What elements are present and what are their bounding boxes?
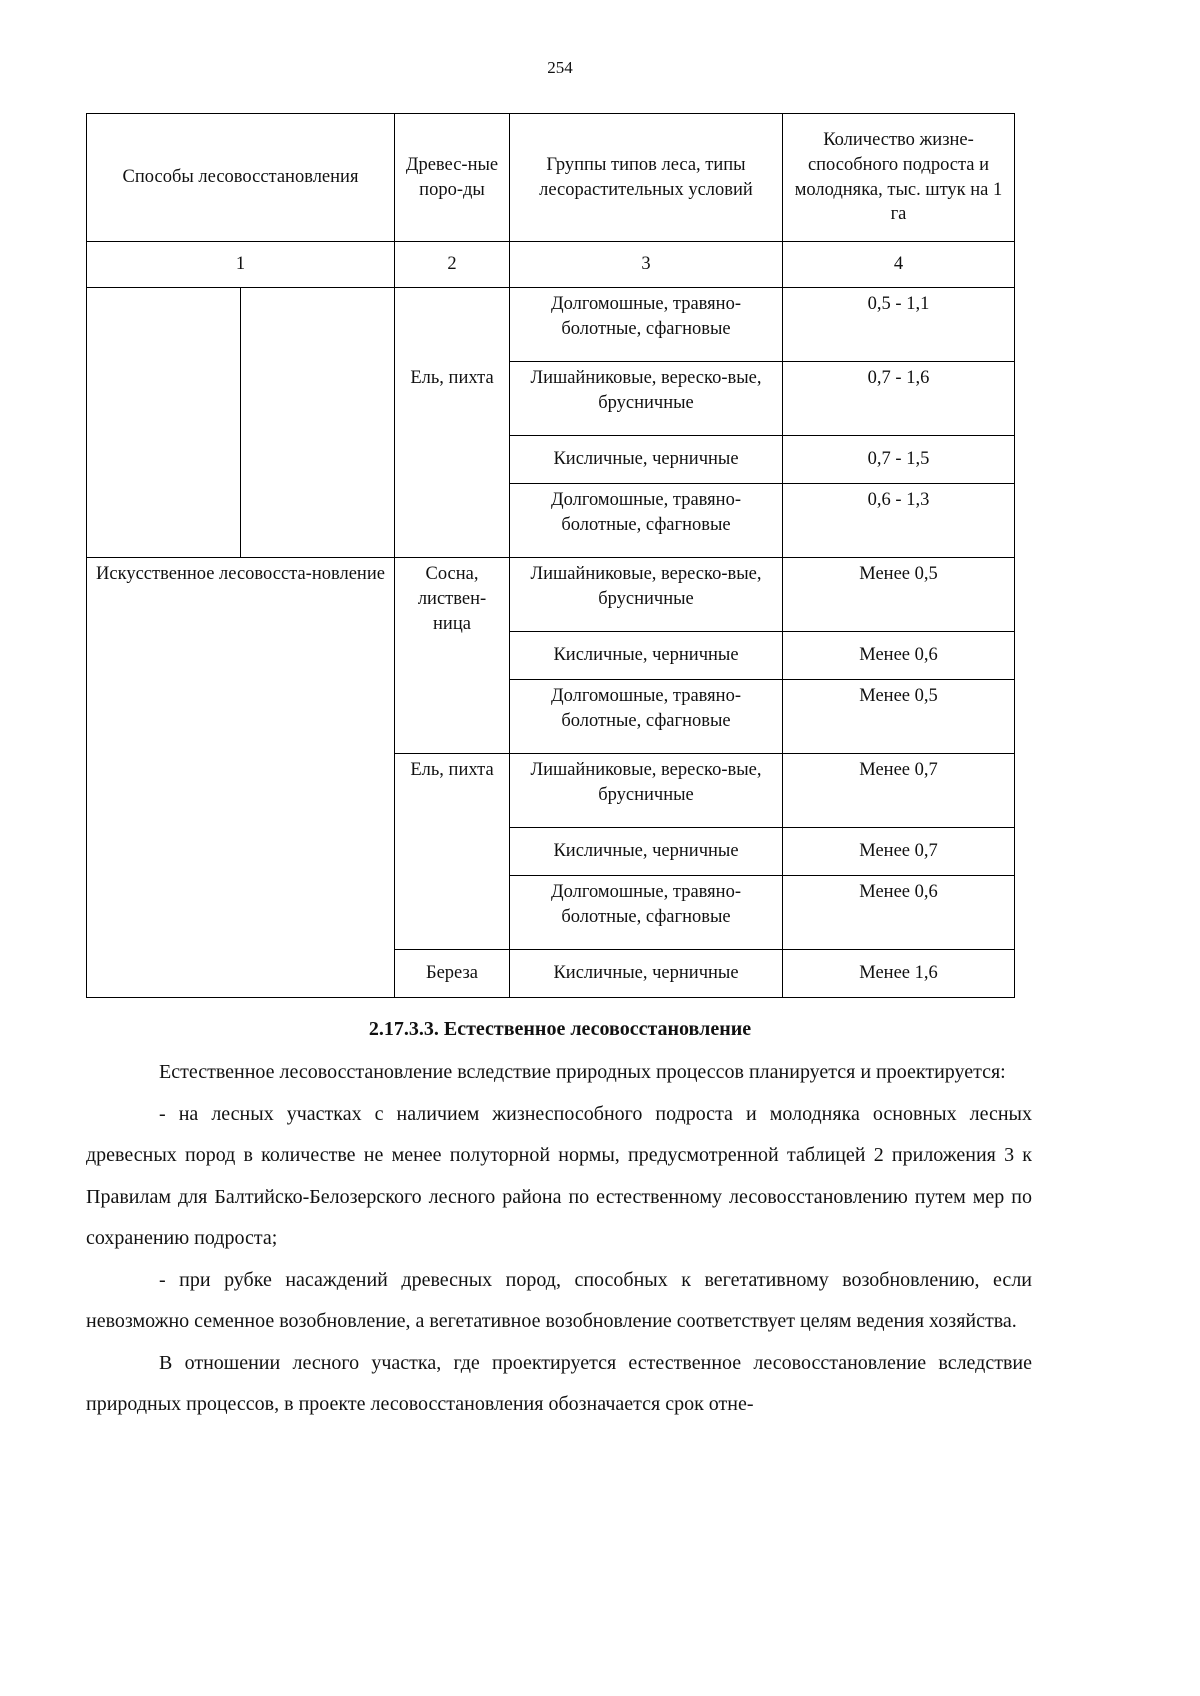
forest-type-cell: Кисличные, черничные bbox=[510, 828, 783, 876]
forest-type-cell: Кисличные, черничные bbox=[510, 632, 783, 680]
forest-type-cell: Лишайниковые, вереско-вые, брусничные bbox=[510, 558, 783, 632]
quantity-cell: Менее 0,6 bbox=[783, 876, 1015, 950]
quantity-cell: Менее 0,7 bbox=[783, 754, 1015, 828]
forest-type-cell: Кисличные, черничные bbox=[510, 436, 783, 484]
header-method: Способы лесовосстановления bbox=[87, 114, 395, 242]
continued-species-empty bbox=[395, 288, 510, 362]
quantity-cell: Менее 0,5 bbox=[783, 558, 1015, 632]
quantity-cell: 0,5 - 1,1 bbox=[783, 288, 1015, 362]
reforestation-norms-table bbox=[86, 113, 1015, 998]
continued-method-cell-left bbox=[87, 288, 241, 558]
column-number-4: 4 bbox=[783, 242, 1015, 288]
column-number-3: 3 bbox=[510, 242, 783, 288]
column-number-2: 2 bbox=[395, 242, 510, 288]
species-cell: Ель, пихта bbox=[395, 754, 510, 950]
forest-type-cell: Долгомошные, травяно-болотные, сфагновые bbox=[510, 288, 783, 362]
quantity-cell: Менее 0,5 bbox=[783, 680, 1015, 754]
header-species: Древес-ные поро-ды bbox=[395, 114, 510, 242]
continued-method-cell-right bbox=[241, 288, 395, 558]
method-cell: Искусственное лесовосста-новление bbox=[87, 558, 395, 998]
forest-type-cell: Лишайниковые, вереско-вые, брусничные bbox=[510, 754, 783, 828]
forest-type-cell: Долгомошные, травяно-болотные, сфагновые bbox=[510, 876, 783, 950]
quantity-cell: Менее 1,6 bbox=[783, 950, 1015, 998]
species-cell: Ель, пихта bbox=[395, 362, 510, 558]
quantity-cell: Менее 0,7 bbox=[783, 828, 1015, 876]
page-number: 254 bbox=[547, 58, 573, 77]
quantity-cell: 0,7 - 1,5 bbox=[783, 436, 1015, 484]
section-heading: 2.17.3.3. Естественное лесовосстановление bbox=[368, 1018, 752, 1040]
species-cell: Береза bbox=[395, 950, 510, 998]
quantity-cell: 0,6 - 1,3 bbox=[783, 484, 1015, 558]
quantity-cell: 0,7 - 1,6 bbox=[783, 362, 1015, 436]
forest-type-cell: Лишайниковые, вереско-вые, брусничные bbox=[510, 362, 783, 436]
list-item: - при рубке насаждений древесных пород, способных к вегетативному возобновлению, если невозможно семенное возобновление, а вегетативное возобновление соответствует целям ведения хозяйства. bbox=[86, 1268, 1032, 1332]
body-text bbox=[86, 1052, 1032, 1426]
forest-type-cell: Долгомошные, травяно-болотные, сфагновые bbox=[510, 484, 783, 558]
paragraph: В отношении лесного участка, где проектируется естественное лесовосстановление вследствие природных процессов, в проекте лесовосстановления обозначается срок отне- bbox=[86, 1351, 1032, 1415]
paragraph: Естественное лесовосстановление вследствие природных процессов планируется и проектируется: bbox=[159, 1061, 1006, 1083]
list-item: - на лесных участках с наличием жизнеспособного подроста и молодняка основных лесных древесных пород в количестве не менее полуторной нормы, предусмотренной таблицей 2 приложения 3 к Правилам для Балтийско-Белозерского лесного района по естественному лесовосстановлению путем мер по сохранению подроста; bbox=[86, 1102, 1032, 1249]
header-forest-type: Группы типов леса, типы лесорастительных условий bbox=[510, 114, 783, 242]
species-cell: Сосна, листвен-ница bbox=[395, 558, 510, 754]
forest-type-cell: Долгомошные, травяно-болотные, сфагновые bbox=[510, 680, 783, 754]
forest-type-cell: Кисличные, черничные bbox=[510, 950, 783, 998]
column-number-1: 1 bbox=[87, 242, 395, 288]
header-quantity: Количество жизне-способного подроста и молодняка, тыс. штук на 1 га bbox=[783, 114, 1015, 242]
quantity-cell: Менее 0,6 bbox=[783, 632, 1015, 680]
